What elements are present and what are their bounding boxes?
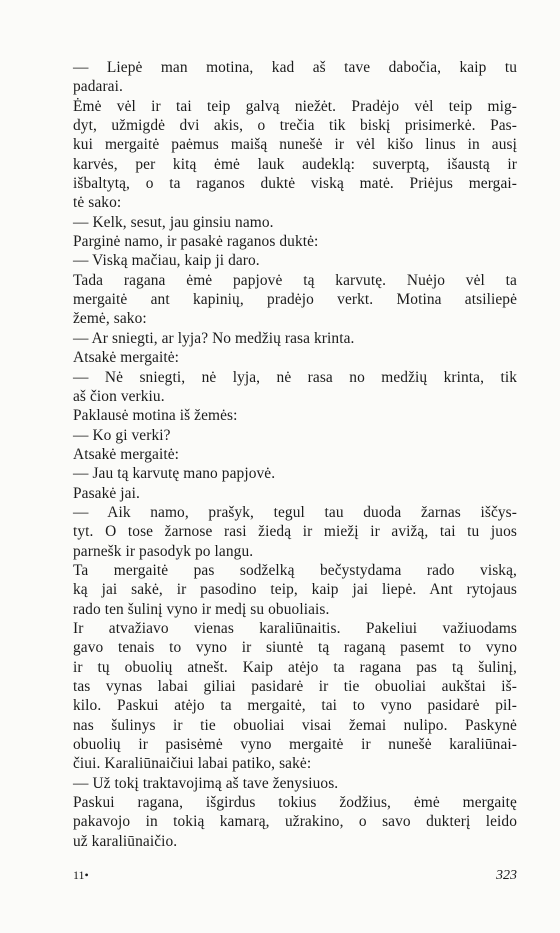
text-line: — Viską mačiau, kaip ji daro. — [73, 252, 260, 270]
paragraph — [73, 503, 517, 561]
text-line: gavo tenais to vyno ir siuntė tą raganą pasemt to vyno — [73, 639, 517, 657]
text-line: — Kelk, sesut, jau ginsiu namo. — [73, 213, 274, 231]
page-number: 323 — [496, 868, 517, 883]
paragraph — [73, 484, 517, 503]
paragraph — [73, 97, 517, 213]
text-line: nas šulinys ir tie obuoliai visai žemai nulipo. Paskynė — [73, 716, 517, 734]
paragraph — [73, 58, 517, 97]
text-line: Ir atvažiavo vienas karaliūnaitis. Pakeliui važiuodams — [73, 619, 517, 637]
paragraph — [73, 445, 517, 464]
paragraph — [73, 793, 517, 851]
text-line: Parginė namo, ir pasakė raganos duktė: — [73, 233, 319, 251]
paragraph — [73, 348, 517, 367]
text-line: Atsakė mergaitė: — [73, 445, 180, 463]
paragraph — [73, 232, 517, 251]
text-line: Ta mergaitė pas sodželką bečystydama rado viską, — [73, 561, 517, 579]
text-line: Paskui ragana, išgirdus tokius žodžius, ėmė mergaitę — [73, 794, 517, 812]
paragraph — [73, 271, 517, 329]
text-line: — Nė sniegti, nė lyja, nė rasa no medžių krinta, tik — [73, 368, 517, 386]
text-line: — Aik namo, prašyk, tegul tau duoda žarnas iščys- — [73, 503, 517, 521]
text-line: rado ten šulinį vyno ir medį su obuoliais. — [73, 600, 330, 618]
text-line: tyt. O tose žarnose rasi žiedą ir miežį ir avižą, tai tu juos — [73, 523, 517, 541]
text-line: obuolių ir pasisėmė vyno mergaitė ir nunešė karaliūnai- — [73, 736, 517, 754]
text-line: ką jai sakė, ir pasodino teip, kaip jai liepė. Ant rytojaus — [73, 581, 517, 599]
text-line: — Jau tą karvutę mano papjovė. — [73, 465, 276, 483]
text-line: Tada ragana ėmė papjovė tą karvutę. Nuėjo vėl ta — [73, 271, 517, 289]
page-footer — [73, 868, 517, 888]
paragraph — [73, 464, 517, 483]
paragraph — [73, 619, 517, 774]
text-line: kui mergaitė paėmus maišą nunešė ir vėl kišo linus in ausį — [73, 136, 517, 154]
text-line: Ėmė vėl ir tai teip galvą niežėt. Pradėjo vėl teip mig- — [73, 97, 517, 115]
text-line: Pasakė jai. — [73, 484, 140, 502]
text-line: karvės, per kitą ėmė lauk audeklą: suverptą, išaustą ir — [73, 155, 517, 173]
text-line: tas vynas labai giliai pasidarė ir tie obuoliai aukštai iš- — [73, 678, 517, 695]
text-line: Paklausė motina iš žemės: — [73, 407, 238, 425]
text-line: Atsakė mergaitė: — [73, 349, 180, 367]
text-line: — Už tokį traktavojimą aš tave ženysiuos. — [73, 774, 339, 792]
text-line: aš čion verkiu. — [73, 387, 165, 405]
page-body-text — [73, 58, 517, 851]
text-line: — Ar sniegti, ar lyja? No medžių rasa krinta. — [73, 329, 355, 347]
text-line: čiui. Karaliūnaičiui labai patiko, sakė: — [73, 755, 312, 773]
paragraph — [73, 774, 517, 793]
text-line: parnešk ir pasodyk po langu. — [73, 542, 254, 560]
paragraph — [73, 406, 517, 425]
paragraph — [73, 426, 517, 445]
text-line: kilo. Paskui atėjo ta mergaitė, tai to vyno pasidarė pil- — [73, 697, 517, 715]
paragraph — [73, 561, 517, 619]
paragraph — [73, 329, 517, 348]
text-line: žemė, sako: — [73, 310, 147, 328]
text-line: už karaliūnaičio. — [73, 832, 178, 850]
paragraph — [73, 251, 517, 270]
paragraph — [73, 368, 517, 407]
text-line: mergaitė ant kapinių, pradėjo verkt. Motina atsiliepė — [73, 291, 517, 309]
text-line: išbaltytą, o ta raganos duktė viską matė. Priėjus mergai- — [73, 175, 517, 193]
text-line: tė sako: — [73, 194, 122, 212]
text-line: — Liepė man motina, kad aš tave dabočia, kaip tu — [73, 59, 517, 76]
text-line: — Ko gi verki? — [73, 426, 171, 444]
paragraph — [73, 213, 517, 232]
text-line: padarai. — [73, 78, 123, 96]
printer-signature-mark: 11• — [73, 868, 89, 882]
text-line: ir tų obuolių atnešt. Kaip atėjo ta ragana pas tą šulinį, — [73, 658, 517, 676]
text-line: dyt, užmigdė dvi akis, o trečia tik biskį prisimerkė. Pas- — [73, 117, 517, 135]
text-line: pakavojo in tokią kamarą, užrakino, o savo dukterį leido — [73, 813, 517, 831]
